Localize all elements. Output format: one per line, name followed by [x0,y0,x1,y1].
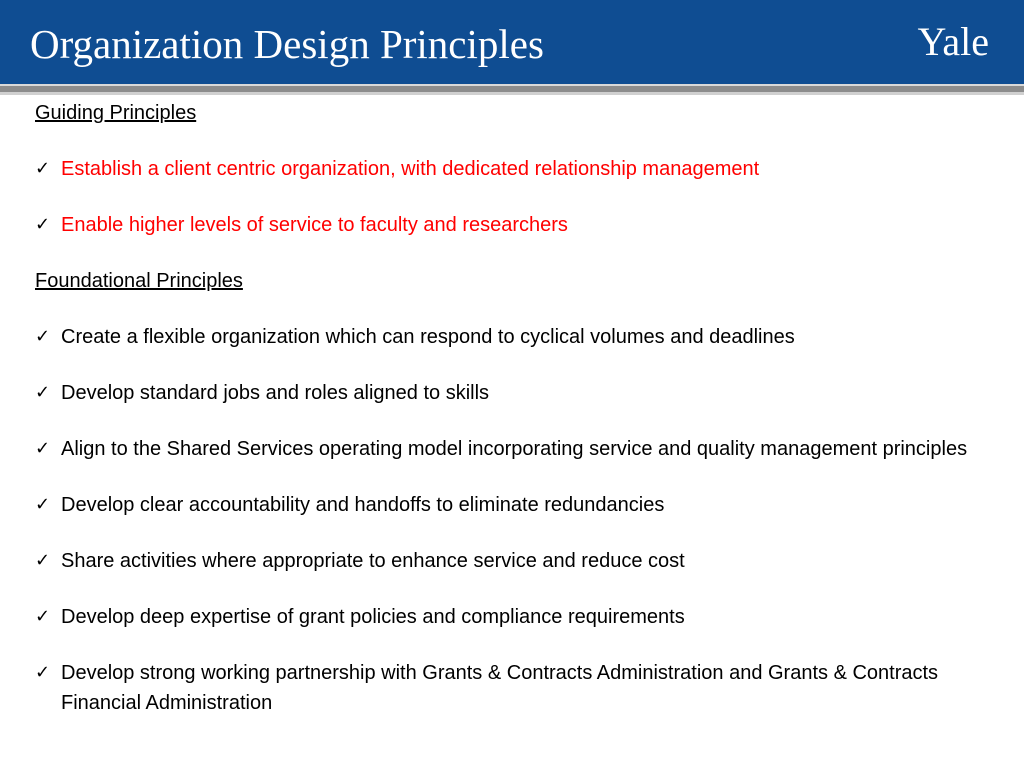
foundational-principle-text: Share activities where appropriate to enhance service and reduce cost [61,550,685,572]
checkmark-icon: ✓ [35,326,51,347]
foundational-principle-text: Develop standard jobs and roles aligned to skills [61,382,490,404]
foundational-principle-item [35,434,995,464]
foundational-principle-text: Create a flexible organization which can respond to cyclical volumes and deadlines [61,326,795,348]
header-divider-light [0,92,1024,95]
checkmark-icon: ✓ [35,606,51,627]
checkmark-icon: ✓ [35,494,51,515]
slide-header [0,0,1024,86]
guiding-principles-heading: Guiding Principles [35,102,197,124]
checkmark-icon: ✓ [35,382,51,403]
foundational-principle-text: Develop deep expertise of grant policies and compliance requirements [61,606,685,628]
foundational-principle-item [35,490,995,520]
foundational-principle-text: Align to the Shared Services operating model incorporating service and quality management principles [61,438,968,460]
foundational-principle-item [35,602,995,632]
foundational-principles-heading: Foundational Principles [35,270,243,292]
checkmark-icon: ✓ [35,550,51,571]
yale-logo: Yale [917,19,989,64]
guiding-principle-item [35,210,995,240]
slide-body [35,98,995,744]
guiding-principle-text: Establish a client centric organization, with dedicated relationship management [61,158,760,180]
foundational-principle-text: Develop clear accountability and handoffs to eliminate redundancies [61,494,665,516]
foundational-principle-item [35,546,995,576]
checkmark-icon: ✓ [35,438,51,459]
foundational-principle-item [35,322,995,352]
slide-title: Organization Design Principles [30,21,544,67]
checkmark-icon: ✓ [35,214,51,235]
checkmark-icon: ✓ [35,158,51,179]
foundational-principle-item [35,378,995,408]
foundational-principle-text: Develop strong working partnership with Grants & Contracts Administration and Grants & Contracts Financial Administration [61,662,939,714]
checkmark-icon: ✓ [35,662,51,683]
foundational-principle-item [35,658,995,718]
guiding-principle-item [35,154,995,184]
guiding-principle-text: Enable higher levels of service to faculty and researchers [61,214,568,236]
